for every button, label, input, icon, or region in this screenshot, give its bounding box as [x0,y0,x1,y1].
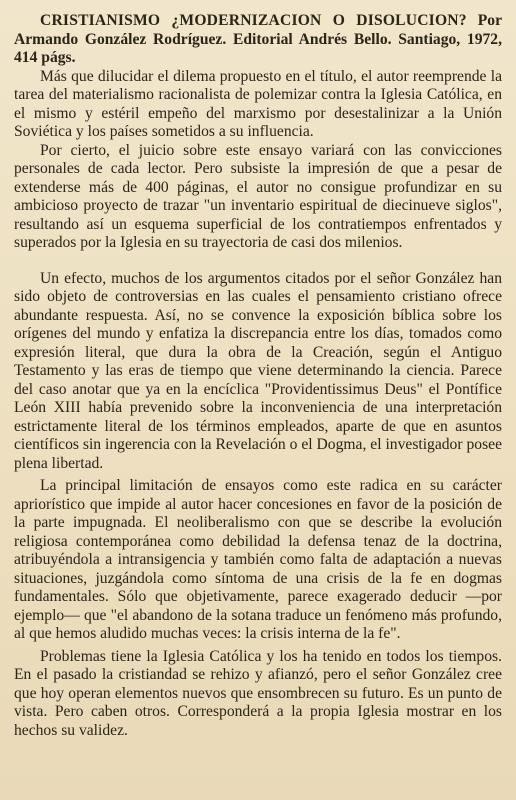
review-paragraph-5: Problemas tiene la Iglesia Católica y los ha tenido en todos los tiempos. En el pasado la cristiandad se rehizo y afianzó, pero el señor González cree que hoy operan elementos nuevos que ensombrecen su futuro. Es un punto de vista. Pero caben otros. Corresponderá a la propia Iglesia mostrar en los hechos su validez. [14,647,502,739]
review-bibliographic-info: Por Armando González Rodríguez. Editorial Andrés Bello. Santiago, 1972, 414 págs. [14,12,502,66]
review-heading [14,12,502,68]
review-paragraph-2: Por cierto, el juicio sobre este ensayo variará con las convicciones personales de cada lector. Pero subsiste la impresión de que a pesar de extenderse más de 400 páginas, el autor no consigue profundizar en su ambicioso proyecto de trazar "un inventario espiritual de diecinueve siglos", resultando así un esquema superficial de los contratiempos enfrentados y superados por la Iglesia en su trayectoria de casi dos milenios. [14,141,502,251]
review-paragraph-3: Un efecto, muchos de los argumentos citados por el señor González han sido objeto de controversias en las cuales el pensamiento cristiano ofrece abundante respuesta. Así, no se convence la exposición bíblica sobre los orígenes del mundo y enfatiza la discrepancia entre los días, tomados como expresión literal, que dura la obra de la Creación, según el Antiguo Testamento y las eras de tiempo que viene determinando la ciencia. Parece del caso anotar que ya en la encíclica "Providentissimus Deus" el Pontífice León XIII había prevenido sobre la inconveniencia de una interpretación estrictamente literal de los términos empleados, aparte de que en asuntos científicos sin ingerencia con la Revelación o el Dogma, el investigador posee plena libertad. [14,269,502,472]
review-title: CRISTIANISMO ¿MODERNIZACION O DISOLUCION? [40,12,467,29]
review-paragraph-4: La principal limitación de ensayos como este radica en su carácter apriorístico que impide al autor hacer concesiones en favor de la posición de la parte impugnada. El neoliberalismo con que se describe la evolución religiosa contemporánea como debilidad la defensa tenaz de la doctrina, atribuyéndola a intransigencia y también como falta de adaptación a nuevas situaciones, juzgándola como síntoma de una crisis de la fe en dogmas fundamentales. Sólo que objetivamente, parece exagerado deducir —por ejemplo— que "el abandono de la sotana traduce un fenómeno más profundo, al que hemos aludido muchas veces: la crisis interna de la fe". [14,477,502,642]
review-paragraph-1: Más que dilucidar el dilema propuesto en el título, el autor reemprende la tarea del materialismo racionalista de polemizar contra la Iglesia Católica, en el mismo y estéril empeño del marxismo por desestalinizar a la Unión Soviética y los países sometidos a su influencia. [14,67,502,140]
paragraph-gap [14,253,502,270]
